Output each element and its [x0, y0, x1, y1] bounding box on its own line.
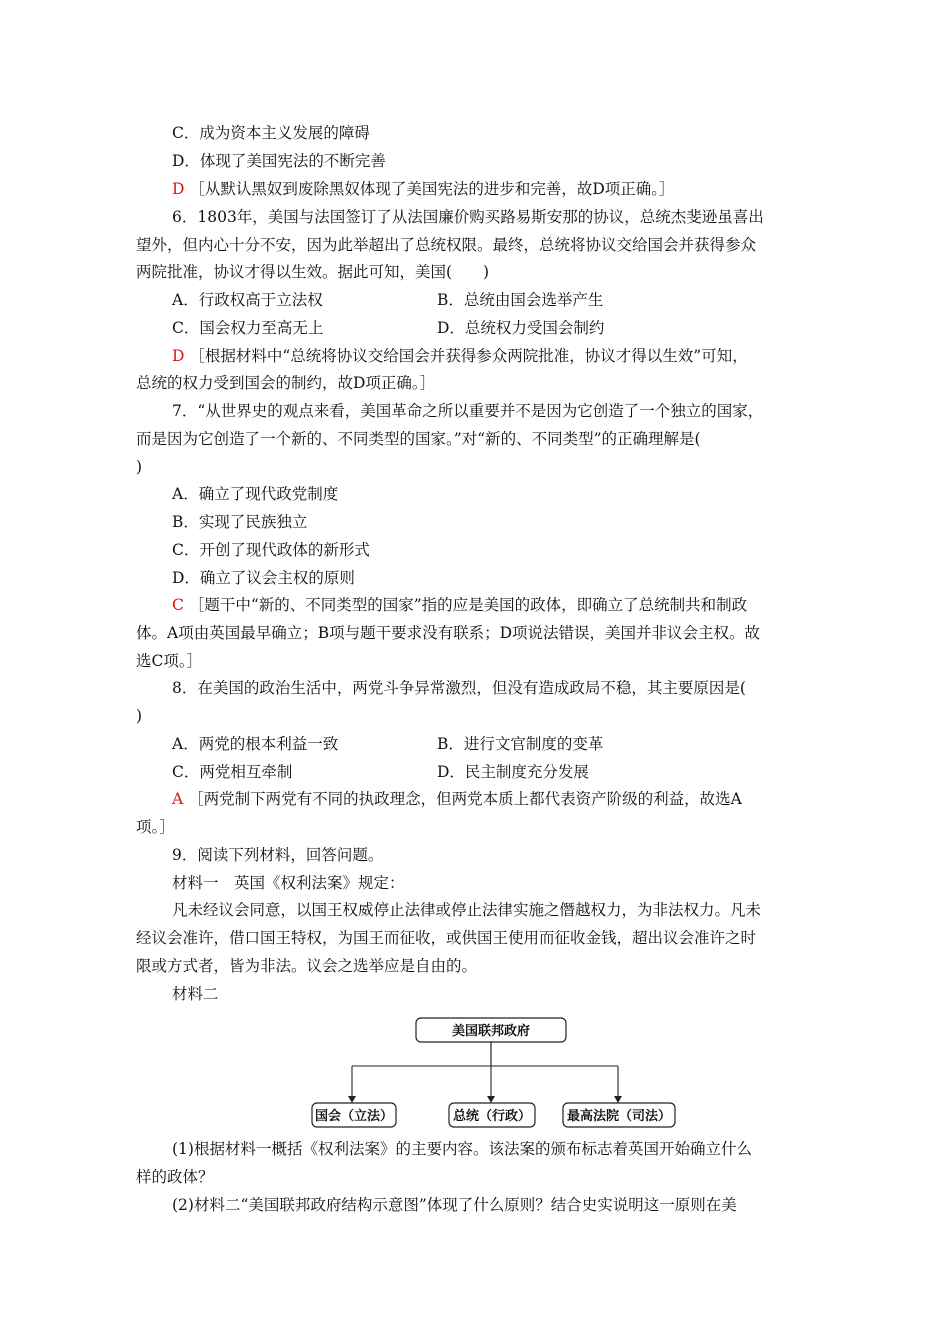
q7-answer-letter: C	[172, 596, 184, 614]
q7-stem-line-1: 7．“从世界史的观点来看，美国革命之所以重要并不是因为它创造了一个独立的国家，	[172, 402, 764, 420]
q9-stem: 9．阅读下列材料，回答问题。	[172, 846, 384, 864]
diagram-node-supreme-court	[563, 1103, 675, 1127]
q7-answer-line-2: 体。A项由英国最早确立；B项与题干要求没有联系；D项说法错误，美国并非议会主权。故	[136, 624, 761, 642]
federal-government-structure-diagram	[310, 1014, 680, 1132]
q7-stem-line-3: )	[136, 458, 143, 476]
diagram-arrow-middle	[487, 1096, 495, 1103]
diagram-node-supreme-court-label: 最高法院（司法）	[566, 1109, 672, 1124]
diagram-node-congress-label: 国会（立法）	[314, 1109, 394, 1124]
q6-answer-line-2: 总统的权力受到国会的制约，故D项正确。］	[136, 374, 436, 392]
q6-stem-line-2: 望外，但内心十分不安，因为此举超出了总统权限。最终，总统将协议交给国会并获得参众	[136, 236, 757, 254]
diagram-root-label: 美国联邦政府	[451, 1024, 531, 1039]
q8-stem-line-1: 8．在美国的政治生活中，两党斗争异常激烈，但没有造成政局不稳，其主要原因是(	[172, 679, 746, 697]
q6-answer-explanation: ［根据材料中“总统将协议交给国会并获得参众两院批准，协议才得以生效”可知，	[189, 347, 748, 365]
q7-answer-explanation: ［题干中“新的、不同类型的国家”指的应是美国的政体，即确立了总统制共和制政	[188, 596, 748, 614]
q9-material-1-line-3: 限或方式者，皆为非法。议会之选举应是自由的。	[136, 957, 478, 975]
q8-answer-explanation: ［两党制下两党有不同的执政理念，但两党本质上都代表资产阶级的利益，故选A	[188, 790, 742, 808]
q7-stem-line-2: 而是因为它创造了一个新的、不同类型的国家。”对“新的、不同类型”的正确理解是(	[136, 430, 701, 448]
q6-option-b: B．总统由国会选举产生	[437, 291, 604, 309]
q5-option-c: C．成为资本主义发展的障碍	[172, 124, 370, 142]
q8-stem-line-2: )	[136, 707, 143, 725]
q8-option-c: C．两党相互牵制	[172, 763, 293, 781]
q8-option-b: B．进行文官制度的变革	[437, 735, 604, 753]
q9-material-1-line-2: 经议会准许，借口国王特权，为国王而征收，或供国王使用而征收金钱，超出议会准许之时	[136, 929, 757, 947]
diagram-arrow-right	[614, 1096, 622, 1103]
q9-material-1-title: 材料一 英国《权利法案》规定：	[172, 874, 405, 892]
q7-answer-line-3: 选C项。］	[136, 652, 203, 670]
q9-material-1-line-1: 凡未经议会同意，以国王权威停止法律或停止法律实施之僭越权力，为非法权力。凡未	[172, 901, 762, 919]
q5-answer	[172, 179, 675, 199]
q6-stem-line-1: 6．1803年，美国与法国签订了从法国廉价购买路易斯安那的协议，总统杰斐逊虽喜出	[172, 208, 764, 226]
q8-answer	[172, 789, 742, 809]
q6-option-a: A．行政权高于立法权	[172, 291, 323, 309]
q6-option-c: C．国会权力至高无上	[172, 319, 324, 337]
q7-option-c: C．开创了现代政体的新形式	[172, 541, 370, 559]
diagram-node-congress	[312, 1103, 396, 1127]
diagram-root-node	[416, 1018, 566, 1042]
q9-material-2-title: 材料二	[172, 985, 219, 1003]
q6-option-d: D．总统权力受国会制约	[437, 319, 605, 337]
q6-stem-line-3: 两院批准，协议才得以生效。据此可知，美国( )	[136, 263, 490, 281]
q8-answer-line-2: 项。］	[136, 818, 175, 836]
q7-option-b: B．实现了民族独立	[172, 513, 308, 531]
q7-option-a: A．确立了现代政党制度	[172, 485, 339, 503]
q8-option-a: A．两党的根本利益一致	[172, 735, 339, 753]
q7-option-d: D．确立了议会主权的原则	[172, 569, 355, 587]
q9-part-1-line-2: 样的政体？	[136, 1168, 214, 1186]
q9-part-1-line-1: (1)根据材料一概括《权利法案》的主要内容。该法案的颁布标志着英国开始确立什么	[172, 1140, 752, 1158]
q5-answer-letter: D	[172, 180, 185, 198]
diagram-node-president-label: 总统（行政）	[452, 1109, 532, 1124]
diagram-node-president	[449, 1103, 535, 1127]
q5-option-d: D．体现了美国宪法的不断完善	[172, 152, 386, 170]
q7-answer	[172, 595, 747, 615]
q9-part-2-line-1: (2)材料二“美国联邦政府结构示意图”体现了什么原则？结合史实说明这一原则在美	[172, 1196, 737, 1214]
q6-answer-letter: D	[172, 347, 185, 365]
q8-option-d: D．民主制度充分发展	[437, 763, 589, 781]
q6-answer	[172, 346, 748, 366]
diagram-arrow-left	[348, 1096, 356, 1103]
q5-answer-explanation: ［从默认黑奴到废除黑奴体现了美国宪法的进步和完善，故D项正确。］	[189, 180, 675, 198]
q8-answer-letter: A	[172, 790, 184, 808]
